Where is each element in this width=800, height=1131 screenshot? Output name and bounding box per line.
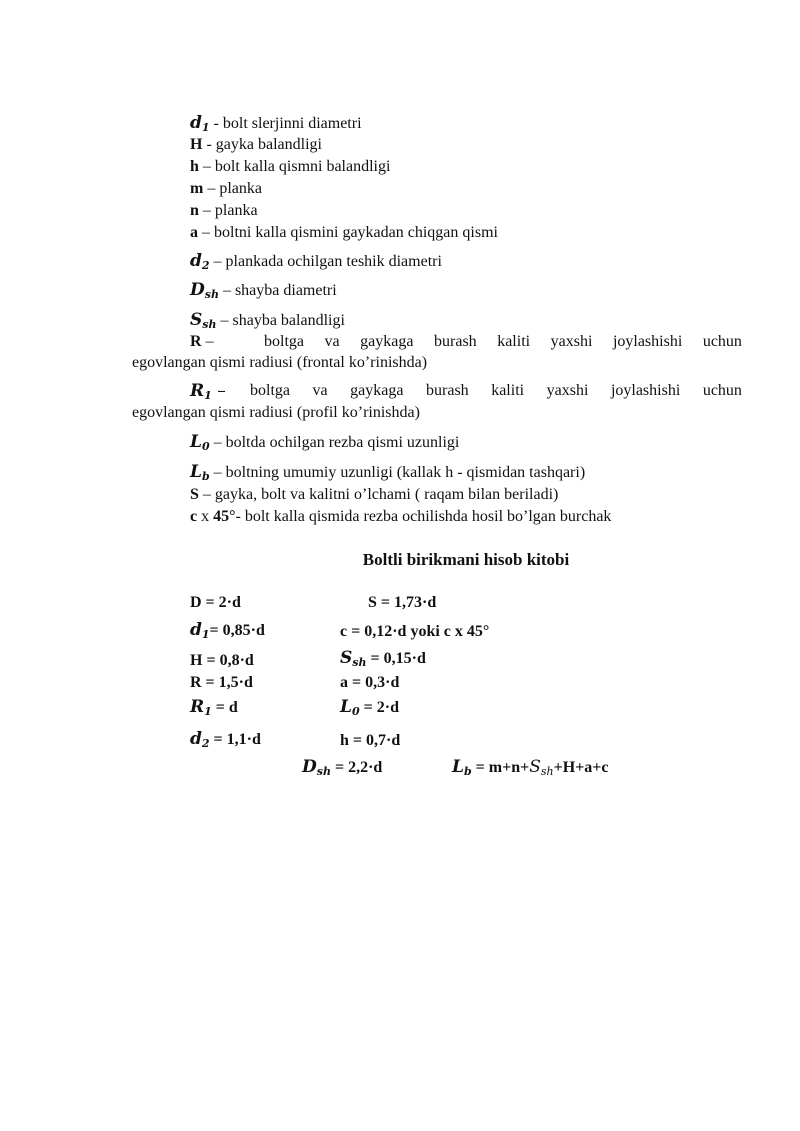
formula-R: R = 1,5·d: [190, 674, 253, 691]
formula-a: a = 0,3·d: [340, 674, 400, 691]
justified-word: kaliti: [491, 382, 525, 399]
def-n: n – planka: [190, 202, 258, 219]
justified-word: uchun: [702, 333, 742, 350]
def-h: h – bolt kalla qismni balandligi: [190, 158, 391, 175]
def-R1: R1 – boltga va gaykaga burash kaliti yaxshi joylashishi uchun: [190, 381, 742, 402]
def-Ssh: Ssh – shayba balandligi: [190, 310, 345, 331]
formula-h: h = 0,7·d: [340, 732, 401, 749]
def-Lb: Lb – boltning umumiy uzunligi (kallak h - qismidan tashqari): [190, 462, 586, 483]
def-L0: L0 – boltda ochilgan rezba qismi uzunligi: [190, 432, 460, 453]
justified-word: gaykaga: [360, 333, 414, 350]
formula-L0: L0 = 2·d: [340, 697, 399, 718]
def-m: m – planka: [190, 180, 262, 197]
justified-word: yaxshi: [546, 382, 589, 399]
justified-word: uchun: [702, 382, 742, 399]
formula-d2: d2 = 1,1·d: [190, 729, 261, 750]
def-R: R – boltga va gaykaga burash kaliti yaxshi joylashishi uchun: [190, 333, 742, 350]
justified-word: va: [312, 382, 328, 399]
def-R1-w: [250, 381, 742, 403]
formula-S: S = 1,73·d: [368, 594, 437, 611]
justified-word: yaxshi: [550, 333, 593, 350]
def-d1: d1 - bolt slerjinni diametri: [190, 113, 362, 134]
justified-word: gaykaga: [350, 382, 404, 399]
formula-d1: d1= 0,85·d: [190, 620, 265, 641]
formula-D: D = 2·d: [190, 594, 241, 611]
def-H: H - gayka balandligi: [190, 136, 322, 153]
def-d2: d2 – plankada ochilgan teshik diametri: [190, 251, 442, 272]
formula-Ssh: Ssh = 0,15·d: [340, 648, 426, 669]
def-R1-cont: egovlangan qismi radiusi (profil ko’rinishda): [132, 404, 420, 421]
symbol-d1: d1: [190, 113, 210, 134]
justified-word: boltga: [264, 333, 304, 350]
def-R-cont: egovlangan qismi radiusi (frontal ko’rinishda): [132, 354, 428, 371]
def-R-w: [264, 332, 742, 352]
formula-Dsh: Dsh = 2,2·d: [302, 757, 383, 778]
def-text: bolt slerjinni diametri: [222, 115, 362, 132]
justified-word: burash: [434, 333, 477, 350]
formula-R1: R1 = d: [190, 697, 238, 718]
justified-word: va: [324, 333, 340, 350]
def-a: a – boltni kalla qismini gaykadan chiqgan qismi: [190, 224, 498, 241]
def-c45: c x 45°- bolt kalla qismida rezba ochilishda hosil bo’lgan burchak: [190, 508, 612, 525]
formula-H: H = 0,8·d: [190, 652, 254, 669]
section-heading: Boltli birikmani hisob kitobi: [362, 550, 570, 569]
justified-word: boltga: [250, 382, 290, 399]
justified-word: kaliti: [497, 333, 531, 350]
justified-word: joylashishi: [610, 382, 681, 399]
def-S: S – gayka, bolt va kalitni o’lchami ( raqam bilan beriladi): [190, 486, 559, 503]
formula-Lb: Lb = m+n+Ssh+H+a+c: [452, 757, 609, 778]
def-Dsh: Dsh – shayba diametri: [190, 280, 337, 301]
formula-c: c = 0,12·d yoki c x 45°: [340, 623, 490, 640]
justified-word: burash: [426, 382, 469, 399]
justified-word: joylashishi: [612, 333, 683, 350]
